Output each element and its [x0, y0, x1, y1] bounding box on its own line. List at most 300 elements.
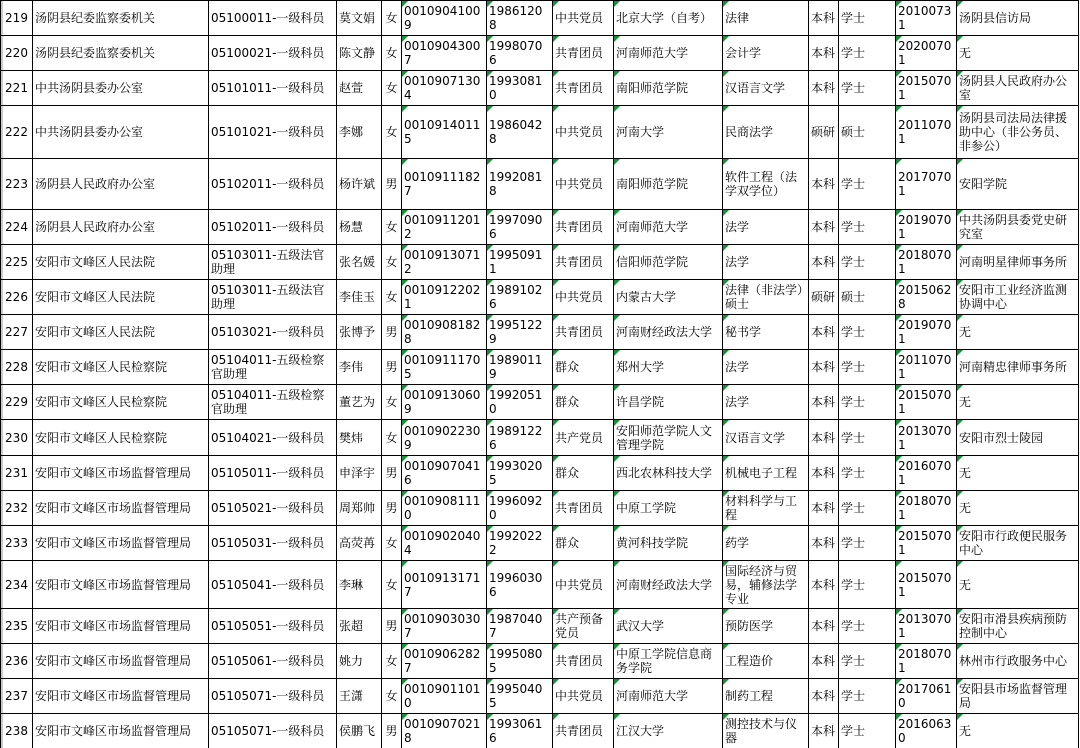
cell-employer[interactable]: 汤阴县人民政府办公室: [33, 159, 209, 210]
cell-position-code[interactable]: 05104011-五级检察官助理: [209, 385, 337, 420]
cell-birth-date[interactable]: 19980706: [487, 36, 553, 71]
cell-employer[interactable]: 安阳市文峰区人民法院: [33, 245, 209, 280]
table-row: [1, 210, 1079, 245]
cell-seq-no[interactable]: 219: [1, 1, 33, 36]
cell-employer[interactable]: 安阳市文峰区市场监督管理局: [33, 561, 209, 609]
cell-position-code[interactable]: 05101011-一级科员: [209, 71, 337, 106]
cell-work-unit[interactable]: 林州市行政服务中心: [957, 644, 1079, 679]
table-body: [1, 1, 1079, 748]
cell-exam-id[interactable]: 00109071304: [402, 71, 487, 106]
cell-major[interactable]: 机械电子工程: [723, 456, 809, 491]
cell-seq-no[interactable]: 224: [1, 210, 33, 245]
cell-education[interactable]: 本科: [809, 1, 839, 36]
cell-exam-id[interactable]: 00109070416: [402, 456, 487, 491]
cell-seq-no[interactable]: 226: [1, 280, 33, 315]
cell-political-status[interactable]: 群众: [553, 526, 614, 561]
cell-education[interactable]: 本科: [809, 71, 839, 106]
cell-name[interactable]: 赵萱: [337, 71, 382, 106]
cell-name[interactable]: 樊炜: [337, 420, 382, 456]
cell-major[interactable]: 材料科学与工程: [723, 491, 809, 526]
cell-major[interactable]: 国际经济与贸易，辅修法学专业: [723, 561, 809, 609]
cell-employer[interactable]: 安阳市文峰区市场监督管理局: [33, 679, 209, 714]
cell-name[interactable]: 张博予: [337, 315, 382, 350]
cell-seq-no[interactable]: 236: [1, 644, 33, 679]
cell-position-code[interactable]: 05105031-一级科员: [209, 526, 337, 561]
cell-gender[interactable]: 女: [382, 561, 402, 609]
cell-exam-id[interactable]: 00109130712: [402, 245, 487, 280]
cell-education[interactable]: 本科: [809, 210, 839, 245]
cell-gender[interactable]: 女: [382, 210, 402, 245]
cell-work-unit[interactable]: 无: [957, 561, 1079, 609]
cell-major[interactable]: 法学: [723, 385, 809, 420]
cell-birth-date[interactable]: 19960920: [487, 491, 553, 526]
cell-employer[interactable]: 安阳市文峰区市场监督管理局: [33, 526, 209, 561]
cell-name[interactable]: 王潇: [337, 679, 382, 714]
cell-name[interactable]: 李娜: [337, 106, 382, 159]
table-row: [1, 714, 1079, 748]
cell-grad-date[interactable]: 20110701: [896, 106, 957, 159]
cell-degree[interactable]: 学士: [839, 456, 896, 491]
cell-degree[interactable]: 学士: [839, 714, 896, 748]
cell-position-code[interactable]: 05105011-一级科员: [209, 456, 337, 491]
cell-name[interactable]: 莫文娟: [337, 1, 382, 36]
cell-position-code[interactable]: 05104011-五级检察官助理: [209, 350, 337, 385]
cell-grad-date[interactable]: 20160630: [896, 714, 957, 748]
cell-grad-date[interactable]: 20150628: [896, 280, 957, 315]
cell-birth-date[interactable]: 19920222: [487, 526, 553, 561]
cell-gender[interactable]: 男: [382, 714, 402, 748]
cell-education[interactable]: 本科: [809, 679, 839, 714]
cell-name[interactable]: 姚力: [337, 644, 382, 679]
cell-birth-date[interactable]: 19920818: [487, 159, 553, 210]
cell-political-status[interactable]: 共青团员: [553, 714, 614, 748]
cell-work-unit[interactable]: 中共汤阴县委党史研究室: [957, 210, 1079, 245]
cell-seq-no[interactable]: 237: [1, 679, 33, 714]
cell-major[interactable]: 法学: [723, 350, 809, 385]
cell-school[interactable]: 郑州大学: [614, 350, 723, 385]
cell-education[interactable]: 本科: [809, 456, 839, 491]
cell-position-code[interactable]: 05104021-一级科员: [209, 420, 337, 456]
cell-school[interactable]: 安阳师范学院人文管理学院: [614, 420, 723, 456]
cell-employer[interactable]: 安阳市文峰区人民检察院: [33, 385, 209, 420]
cell-grad-date[interactable]: 20110701: [896, 350, 957, 385]
cell-political-status[interactable]: 共产党员: [553, 420, 614, 456]
cell-political-status[interactable]: 共青团员: [553, 315, 614, 350]
cell-name[interactable]: 张超: [337, 609, 382, 644]
cell-name[interactable]: 李佳玉: [337, 280, 382, 315]
cell-position-code[interactable]: 05103011-五级法官助理: [209, 245, 337, 280]
cell-seq-no[interactable]: 232: [1, 491, 33, 526]
cell-employer[interactable]: 汤阴县人民政府办公室: [33, 210, 209, 245]
cell-gender[interactable]: 女: [382, 679, 402, 714]
cell-education[interactable]: 本科: [809, 491, 839, 526]
cell-work-unit[interactable]: 河南明星律师事务所: [957, 245, 1079, 280]
cell-work-unit[interactable]: 无: [957, 491, 1079, 526]
table-row: [1, 456, 1079, 491]
cell-political-status[interactable]: 中共党员: [553, 159, 614, 210]
cell-grad-date[interactable]: 20150701: [896, 71, 957, 106]
cell-major[interactable]: 法学: [723, 245, 809, 280]
cell-position-code[interactable]: 05105041-一级科员: [209, 561, 337, 609]
cell-degree[interactable]: 学士: [839, 315, 896, 350]
cell-degree[interactable]: 学士: [839, 350, 896, 385]
cell-seq-no[interactable]: 238: [1, 714, 33, 748]
table-row: [1, 245, 1079, 280]
cell-political-status[interactable]: 共青团员: [553, 71, 614, 106]
cell-political-status[interactable]: 中共党员: [553, 561, 614, 609]
cell-position-code[interactable]: 05105061-一级科员: [209, 644, 337, 679]
cell-major[interactable]: 法律: [723, 1, 809, 36]
cell-birth-date[interactable]: 19970906: [487, 210, 553, 245]
cell-school[interactable]: 南阳师范学院: [614, 159, 723, 210]
cell-birth-date[interactable]: 19930616: [487, 714, 553, 748]
cell-work-unit[interactable]: 无: [957, 456, 1079, 491]
cell-political-status[interactable]: 群众: [553, 456, 614, 491]
cell-major[interactable]: 药学: [723, 526, 809, 561]
cell-work-unit[interactable]: 安阳市滑县疾病预防控制中心: [957, 609, 1079, 644]
cell-degree[interactable]: 学士: [839, 526, 896, 561]
cell-grad-date[interactable]: 20150701: [896, 561, 957, 609]
cell-education[interactable]: 本科: [809, 644, 839, 679]
cell-degree[interactable]: 学士: [839, 679, 896, 714]
cell-employer[interactable]: 中共汤阴县委办公室: [33, 71, 209, 106]
cell-birth-date[interactable]: 19951229: [487, 315, 553, 350]
cell-degree[interactable]: 学士: [839, 210, 896, 245]
cell-grad-date[interactable]: 20180701: [896, 245, 957, 280]
cell-degree[interactable]: 学士: [839, 159, 896, 210]
cell-birth-date[interactable]: 19930810: [487, 71, 553, 106]
cell-gender[interactable]: 女: [382, 1, 402, 36]
cell-birth-date[interactable]: 19870407: [487, 609, 553, 644]
cell-school[interactable]: 西北农林科技大学: [614, 456, 723, 491]
cell-work-unit[interactable]: 汤阴县司法局法律援助中心（非公务员、非参公）: [957, 106, 1079, 159]
cell-work-unit[interactable]: 无: [957, 36, 1079, 71]
cell-grad-date[interactable]: 20180701: [896, 644, 957, 679]
cell-grad-date[interactable]: 20170610: [896, 679, 957, 714]
cell-exam-id[interactable]: 00109131717: [402, 561, 487, 609]
cell-grad-date[interactable]: 20170701: [896, 159, 957, 210]
cell-degree[interactable]: 学士: [839, 609, 896, 644]
table-row: [1, 526, 1079, 561]
cell-degree[interactable]: 学士: [839, 385, 896, 420]
cell-name[interactable]: 高荧苒: [337, 526, 382, 561]
cell-grad-date[interactable]: 20190701: [896, 210, 957, 245]
table-row: [1, 315, 1079, 350]
cell-name[interactable]: 李伟: [337, 350, 382, 385]
cell-exam-id[interactable]: 00109030307: [402, 609, 487, 644]
cell-gender[interactable]: 女: [382, 106, 402, 159]
cell-political-status[interactable]: 中共党员: [553, 1, 614, 36]
cell-seq-no[interactable]: 235: [1, 609, 33, 644]
cell-seq-no[interactable]: 221: [1, 71, 33, 106]
cell-major[interactable]: 法律（非法学）硕士: [723, 280, 809, 315]
cell-work-unit[interactable]: 安阳市烈士陵园: [957, 420, 1079, 456]
cell-employer[interactable]: 安阳市文峰区市场监督管理局: [33, 644, 209, 679]
cell-position-code[interactable]: 05102011-一级科员: [209, 210, 337, 245]
cell-name[interactable]: 董艺为: [337, 385, 382, 420]
cell-position-code[interactable]: 05103021-一级科员: [209, 315, 337, 350]
cell-grad-date[interactable]: 20150701: [896, 385, 957, 420]
cell-major[interactable]: 法学: [723, 210, 809, 245]
cell-education[interactable]: 硕研: [809, 280, 839, 315]
cell-gender[interactable]: 女: [382, 36, 402, 71]
cell-school[interactable]: 江汉大学: [614, 714, 723, 748]
cell-seq-no[interactable]: 227: [1, 315, 33, 350]
cell-exam-id[interactable]: 00109022309: [402, 420, 487, 456]
cell-major[interactable]: 制药工程: [723, 679, 809, 714]
cell-birth-date[interactable]: 19890119: [487, 350, 553, 385]
cell-grad-date[interactable]: 20130701: [896, 609, 957, 644]
cell-school[interactable]: 河南师范大学: [614, 210, 723, 245]
cell-political-status[interactable]: 中共党员: [553, 106, 614, 159]
cell-gender[interactable]: 女: [382, 71, 402, 106]
cell-education[interactable]: 本科: [809, 36, 839, 71]
cell-position-code[interactable]: 05105071-一级科员: [209, 714, 337, 748]
cell-work-unit[interactable]: 安阳市工业经济监测协调中心: [957, 280, 1079, 315]
cell-gender[interactable]: 男: [382, 315, 402, 350]
cell-employer[interactable]: 安阳市文峰区市场监督管理局: [33, 491, 209, 526]
cell-employer[interactable]: 安阳市文峰区人民检察院: [33, 350, 209, 385]
cell-gender[interactable]: 女: [382, 526, 402, 561]
cell-exam-id[interactable]: 00109140115: [402, 106, 487, 159]
cell-position-code[interactable]: 05105021-一级科员: [209, 491, 337, 526]
cell-gender[interactable]: 女: [382, 245, 402, 280]
table-row: [1, 71, 1079, 106]
cell-major[interactable]: 预防医学: [723, 609, 809, 644]
cell-education[interactable]: 本科: [809, 350, 839, 385]
cell-seq-no[interactable]: 225: [1, 245, 33, 280]
cell-work-unit[interactable]: 安阳市行政便民服务中心: [957, 526, 1079, 561]
cell-education[interactable]: 本科: [809, 159, 839, 210]
cell-grad-date[interactable]: 20130701: [896, 420, 957, 456]
cell-work-unit[interactable]: 河南精忠律师事务所: [957, 350, 1079, 385]
cell-degree[interactable]: 学士: [839, 491, 896, 526]
cell-education[interactable]: 本科: [809, 609, 839, 644]
cell-seq-no[interactable]: 228: [1, 350, 33, 385]
cell-name[interactable]: 张名媛: [337, 245, 382, 280]
cell-employer[interactable]: 安阳市文峰区市场监督管理局: [33, 714, 209, 748]
cell-position-code[interactable]: 05101021-一级科员: [209, 106, 337, 159]
cell-employer[interactable]: 安阳市文峰区人民检察院: [33, 420, 209, 456]
cell-education[interactable]: 硕研: [809, 106, 839, 159]
cell-school[interactable]: 河南财经政法大学: [614, 315, 723, 350]
cell-employer[interactable]: 中共汤阴县委办公室: [33, 106, 209, 159]
cell-school[interactable]: 河南师范大学: [614, 36, 723, 71]
cell-position-code[interactable]: 05102011-一级科员: [209, 159, 337, 210]
cell-employer[interactable]: 安阳市文峰区人民法院: [33, 280, 209, 315]
cell-major[interactable]: 工程造价: [723, 644, 809, 679]
cell-political-status[interactable]: 中共党员: [553, 280, 614, 315]
cell-school[interactable]: 河南大学: [614, 106, 723, 159]
cell-political-status[interactable]: 共青团员: [553, 210, 614, 245]
cell-name[interactable]: 杨慧: [337, 210, 382, 245]
cell-exam-id[interactable]: 00109111705: [402, 350, 487, 385]
cell-political-status[interactable]: 群众: [553, 350, 614, 385]
cell-exam-id[interactable]: 00109122021: [402, 280, 487, 315]
table-row: [1, 350, 1079, 385]
cell-school[interactable]: 黄河科技学院: [614, 526, 723, 561]
cell-seq-no[interactable]: 231: [1, 456, 33, 491]
cell-degree[interactable]: 学士: [839, 245, 896, 280]
cell-school[interactable]: 武汉大学: [614, 609, 723, 644]
cell-political-status[interactable]: 群众: [553, 385, 614, 420]
cell-position-code[interactable]: 05105071-一级科员: [209, 679, 337, 714]
cell-degree[interactable]: 学士: [839, 71, 896, 106]
cell-exam-id[interactable]: 00109062827: [402, 644, 487, 679]
cell-political-status[interactable]: 共青团员: [553, 36, 614, 71]
cell-education[interactable]: 本科: [809, 245, 839, 280]
cell-education[interactable]: 本科: [809, 420, 839, 456]
cell-seq-no[interactable]: 233: [1, 526, 33, 561]
cell-gender[interactable]: 男: [382, 159, 402, 210]
cell-school[interactable]: 内蒙古大学: [614, 280, 723, 315]
cell-grad-date[interactable]: 20190701: [896, 315, 957, 350]
cell-employer[interactable]: 汤阴县纪委监察委机关: [33, 36, 209, 71]
cell-school[interactable]: 许昌学院: [614, 385, 723, 420]
cell-exam-id[interactable]: 00109043007: [402, 36, 487, 71]
cell-birth-date[interactable]: 19860428: [487, 106, 553, 159]
cell-employer[interactable]: 汤阴县纪委监察委机关: [33, 1, 209, 36]
cell-political-status[interactable]: 共青团员: [553, 644, 614, 679]
table-row: [1, 280, 1079, 315]
cell-degree[interactable]: 学士: [839, 36, 896, 71]
cell-birth-date[interactable]: 19920510: [487, 385, 553, 420]
cell-grad-date[interactable]: 20100731: [896, 1, 957, 36]
cell-birth-date[interactable]: 19960306: [487, 561, 553, 609]
cell-school[interactable]: 中原工学院信息商务学院: [614, 644, 723, 679]
cell-name[interactable]: 申泽宇: [337, 456, 382, 491]
table-row: [1, 385, 1079, 420]
cell-work-unit[interactable]: 无: [957, 315, 1079, 350]
cell-political-status[interactable]: 中共党员: [553, 679, 614, 714]
cell-exam-id[interactable]: 00109111827: [402, 159, 487, 210]
cell-gender[interactable]: 女: [382, 280, 402, 315]
cell-political-status[interactable]: 共青团员: [553, 491, 614, 526]
cell-employer[interactable]: 安阳市文峰区市场监督管理局: [33, 456, 209, 491]
cell-grad-date[interactable]: 20180701: [896, 491, 957, 526]
cell-exam-id[interactable]: 00109020404: [402, 526, 487, 561]
cell-position-code[interactable]: 05105051-一级科员: [209, 609, 337, 644]
table-row: [1, 159, 1079, 210]
cell-exam-id[interactable]: 00109081110: [402, 491, 487, 526]
cell-exam-id[interactable]: 00109070218: [402, 714, 487, 748]
cell-gender[interactable]: 男: [382, 609, 402, 644]
cell-gender[interactable]: 女: [382, 420, 402, 456]
table-row: [1, 420, 1079, 456]
cell-major[interactable]: 汉语言文学: [723, 71, 809, 106]
cell-exam-id[interactable]: 00109081828: [402, 315, 487, 350]
cell-grad-date[interactable]: 20150701: [896, 526, 957, 561]
cell-position-code[interactable]: 05100021-一级科员: [209, 36, 337, 71]
cell-name[interactable]: 李琳: [337, 561, 382, 609]
cell-major[interactable]: 会计学: [723, 36, 809, 71]
cell-employer[interactable]: 安阳市文峰区人民法院: [33, 315, 209, 350]
cell-work-unit[interactable]: 安阳县市场监督管理局: [957, 679, 1079, 714]
cell-position-code[interactable]: 05103011-五级法官助理: [209, 280, 337, 315]
cell-exam-id[interactable]: 00109011010: [402, 679, 487, 714]
cell-school[interactable]: 南阳师范学院: [614, 71, 723, 106]
cell-birth-date[interactable]: 19891226: [487, 420, 553, 456]
cell-birth-date[interactable]: 19950911: [487, 245, 553, 280]
cell-school[interactable]: 河南财经政法大学: [614, 561, 723, 609]
table-row: [1, 561, 1079, 609]
cell-gender[interactable]: 男: [382, 491, 402, 526]
cell-position-code[interactable]: 05100011-一级科员: [209, 1, 337, 36]
cell-exam-id[interactable]: 00109041009: [402, 1, 487, 36]
table-row: [1, 106, 1079, 159]
cell-grad-date[interactable]: 20160701: [896, 456, 957, 491]
cell-name[interactable]: 杨许斌: [337, 159, 382, 210]
table-row: [1, 644, 1079, 679]
cell-name[interactable]: 侯鹏飞: [337, 714, 382, 748]
cell-degree[interactable]: 学士: [839, 420, 896, 456]
cell-grad-date[interactable]: 20200701: [896, 36, 957, 71]
cell-school[interactable]: 中原工学院: [614, 491, 723, 526]
cell-birth-date[interactable]: 19891026: [487, 280, 553, 315]
cell-school[interactable]: 河南师范大学: [614, 679, 723, 714]
cell-exam-id[interactable]: 00109112012: [402, 210, 487, 245]
cell-seq-no[interactable]: 220: [1, 36, 33, 71]
cell-gender[interactable]: 男: [382, 456, 402, 491]
cell-gender[interactable]: 女: [382, 644, 402, 679]
cell-degree[interactable]: 学士: [839, 561, 896, 609]
table-row: [1, 609, 1079, 644]
cell-seq-no[interactable]: 229: [1, 385, 33, 420]
cell-work-unit[interactable]: 安阳学院: [957, 159, 1079, 210]
cell-birth-date[interactable]: 19930205: [487, 456, 553, 491]
cell-work-unit[interactable]: 无: [957, 385, 1079, 420]
cell-degree[interactable]: 学士: [839, 1, 896, 36]
cell-political-status[interactable]: 共青团员: [553, 245, 614, 280]
cell-name[interactable]: 周郑帅: [337, 491, 382, 526]
cell-birth-date[interactable]: 19950805: [487, 644, 553, 679]
cell-gender[interactable]: 女: [382, 385, 402, 420]
cell-degree[interactable]: 学士: [839, 644, 896, 679]
cell-gender[interactable]: 男: [382, 350, 402, 385]
cell-school[interactable]: 信阳师范学院: [614, 245, 723, 280]
cell-seq-no[interactable]: 223: [1, 159, 33, 210]
cell-major[interactable]: 测控技术与仪器: [723, 714, 809, 748]
cell-birth-date[interactable]: 19861208: [487, 1, 553, 36]
cell-seq-no[interactable]: 222: [1, 106, 33, 159]
cell-seq-no[interactable]: 234: [1, 561, 33, 609]
cell-employer[interactable]: 安阳市文峰区市场监督管理局: [33, 609, 209, 644]
cell-school[interactable]: 北京大学（自考）: [614, 1, 723, 36]
cell-degree[interactable]: 硕士: [839, 280, 896, 315]
cell-work-unit[interactable]: 汤阴县人民政府办公室: [957, 71, 1079, 106]
cell-name[interactable]: 陈文静: [337, 36, 382, 71]
cell-work-unit[interactable]: 汤阴县信访局: [957, 1, 1079, 36]
cell-birth-date[interactable]: 19950405: [487, 679, 553, 714]
cell-exam-id[interactable]: 00109130609: [402, 385, 487, 420]
table-row: [1, 679, 1079, 714]
cell-political-status[interactable]: 共产预备党员: [553, 609, 614, 644]
cell-education[interactable]: 本科: [809, 315, 839, 350]
cell-education[interactable]: 本科: [809, 714, 839, 748]
cell-seq-no[interactable]: 230: [1, 420, 33, 456]
table-row: [1, 36, 1079, 71]
cell-degree[interactable]: 硕士: [839, 106, 896, 159]
cell-education[interactable]: 本科: [809, 561, 839, 609]
cell-work-unit[interactable]: 无: [957, 714, 1079, 748]
cell-education[interactable]: 本科: [809, 526, 839, 561]
table-row: [1, 1, 1079, 36]
cell-education[interactable]: 本科: [809, 385, 839, 420]
cell-major[interactable]: 汉语言文学: [723, 420, 809, 456]
cell-major[interactable]: 民商法学: [723, 106, 809, 159]
cell-major[interactable]: 软件工程（法学双学位）: [723, 159, 809, 210]
cell-major[interactable]: 秘书学: [723, 315, 809, 350]
